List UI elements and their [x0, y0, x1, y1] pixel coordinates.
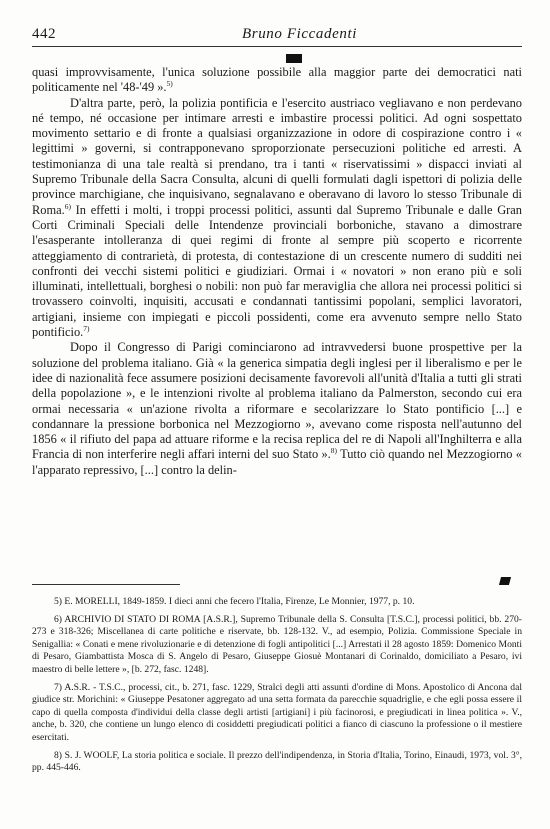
paragraph-text: D'altra parte, però, la polizia pontificia e l'esercito austriaco vegliavano e non perdevano né tempo, né occasione per intimare arresti e imbastire processi politici. Ad ogni sospettato movimento settario e di fronte a qualsiasi organizzazione in odore di cospirazione contro i « legittimi » governi, si contrapponevano sproporzionate persecuzioni politiche ed arresti. A testimonianza di una tale realtà si prendano, tra i tanti « riservatissimi » dispacci inviati al Supremo Tribunale della Sacra Consulta, alcuni di quelli formulati dagli ispettori di polizia delle province marchigiane, che inquisivano, segnalavano e oberavano di lavoro lo stesso Tribunale di Roma. — [32, 95, 522, 217]
paragraph-text: Tutto ciò quando nel Mezzogiorno « l'apparato repressivo, [...] contro la delin- — [32, 447, 522, 477]
footnote: 5) E. MORELLI, 1849-1859. I dieci anni che fecero l'Italia, Firenze, Le Monnier, 1977, p. 10. — [54, 596, 415, 607]
header-rule — [32, 46, 522, 47]
note-ref: 5) — [166, 79, 173, 89]
note-ref: 8) — [330, 446, 337, 456]
footnote: 7) A.S.R. - T.S.C., processi, cit., b. 271, fasc. 1229, Stralci degli atti assunti d'ordine di Mons. Apostolico di Ancona dal giudice str. Morichini: « Giuseppe Pesatoner aggregato ad una setta formata da parecchie squadriglie, e che egli possa essere il capo di quella composta d'individui della classe degli artisti [artigiani] i più facinorosi, e pregiudicati in linea politica ». V., anche, b. 320, che contiene un lungo elenco di cosiddetti pregiudicati politici a fianco di ciascuno la professione o il mestiere esercitati. — [32, 681, 522, 743]
page-header — [32, 26, 522, 46]
note-ref: 7) — [83, 323, 90, 333]
footnote: 6) ARCHIVIO DI STATO DI ROMA [A.S.R.], Supremo Tribunale della S. Consulta [T.S.C.], processi politici, bb. 270-273 e 318-326; Miscellanea di carte politiche e riservate, bb. 128-132. V., ad esempio, Polizia. Commissione Speciale in Senigallia: « Conati e mene rivoluzionarie e di detenzione di fogli antipolitici [...] Arrestati il 28 agosto 1859: Domenico Monti di Pesaro, Giambattista Mosca di S. Angelo di Pesaro, Giuseppe Giosuè Montanari di Corinaldo, domiciliato a Pesaro, ivi maestro di belle lettere », [b. 272, fasc. 1248]. — [32, 613, 522, 675]
paragraph — [32, 96, 522, 341]
footnotes — [32, 596, 522, 780]
paragraph — [32, 65, 522, 96]
paragraph-text: quasi improvvisamente, l'unica soluzione possibile alla maggior parte dei democratici nati politicamente nel '48-'49 ». — [32, 65, 522, 95]
paragraph-text: Dopo il Congresso di Parigi cominciarono ad intravvedersi buone prospettive per la soluzione del problema italiano. Già « la generica simpatia degli inglesi per il liberalismo e per le idee di nazionalità fece assumere posizioni decisamente favorevoli all'unità d'Italia a tutti gli strati della popolazione », e le intenzioni rivolte al problema italiano da Palmerston, secondo cui era ormai necessaria « un'azione rivolta a riformare e secolarizzare lo Stato pontificio [...] e condannare la pressione borbonica nel Mezzogiorno », avevano come risposta nell'autunno del 1856 « il rifiuto del papa ad attuare riforme e la recisa replica del re di Napoli all'Inghilterra e alla Francia di non interferire negli affari interni del suo Stato ». — [32, 340, 522, 462]
note-ref: 6) — [64, 201, 71, 211]
footnote: 8) S. J. WOOLF, La storia politica e sociale. Il prezzo dell'indipendenza, in Storia d'Italia, Torino, Einaudi, 1973, vol. 3°, pp. 445-446. — [32, 749, 522, 774]
paragraph-text: In effetti i molti, i troppi processi politici, assunti dal Supremo Tribunale e dalle Gran Corti Criminali Speciali delle Intendenze provinciali borboniche, stavano a dimostrare l'esasperante intolleranza di quei regimi di fronte al sempre più scoperto e ricorrente atteggiamento di contrarietà, di protesta, di contestazione di un crescente numero di sudditi nei confronti dei vecchi sistemi politici e giudiziari. Ormai i « novatori » non erano più e soli illuminati, intellettuali, borghesi o nobili: non può far meraviglia che allora nei processi politici si trovassero coinvolti, inquisiti, accusati e condannati tantissimi popolani, semplici lavoratori, artigiani, insieme con impiegati e piccoli possidenti, come era avvenuto sempre nello Stato pontificio. — [32, 202, 522, 340]
main-text — [32, 65, 522, 478]
ink-blot — [286, 54, 302, 63]
footnote-rule — [32, 584, 180, 585]
running-head: Bruno Ficcadenti — [242, 26, 357, 42]
page-number: 442 — [32, 26, 56, 42]
ink-mark — [499, 577, 511, 585]
paragraph — [32, 340, 522, 478]
